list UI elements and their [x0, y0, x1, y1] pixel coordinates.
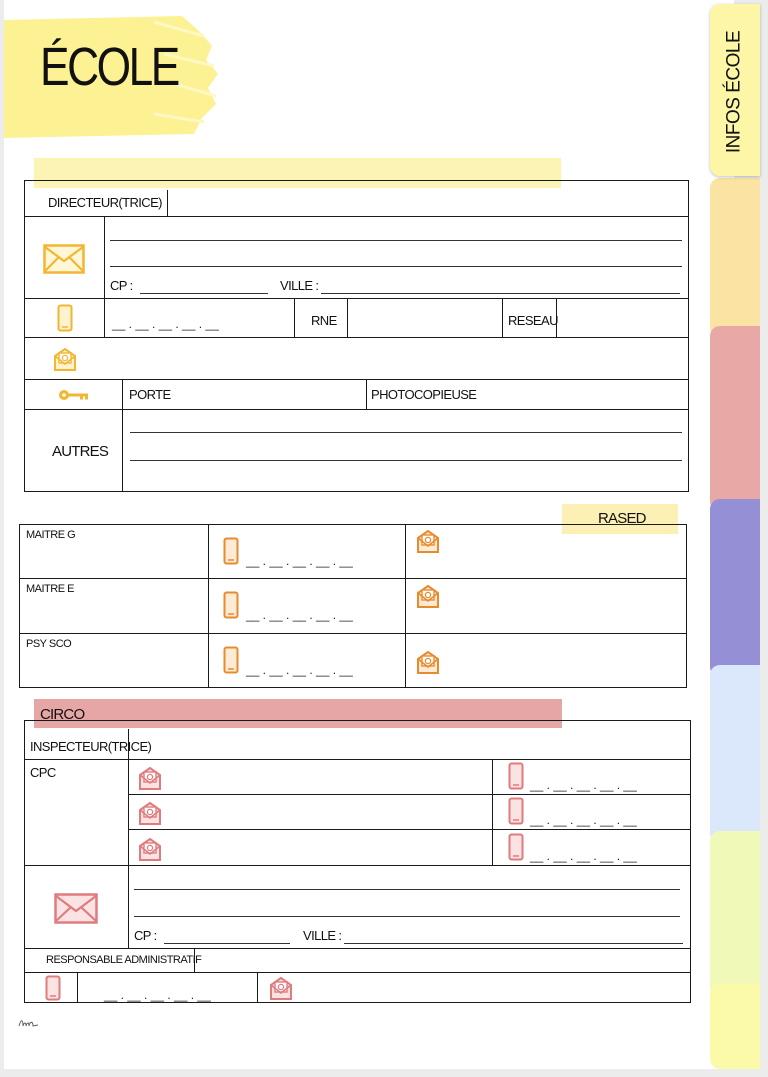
side-tab[interactable] [710, 665, 760, 843]
email-icon [52, 346, 78, 372]
rne-label: RNE [311, 313, 337, 328]
address-line-1[interactable] [110, 240, 682, 241]
email-icon [137, 836, 163, 862]
cpc-phone-field[interactable]: __ . __ . __ . __ . __ [530, 813, 637, 827]
circo-address-line-1[interactable] [134, 889, 680, 890]
city-label: VILLE : [280, 278, 319, 293]
phone-icon [508, 833, 524, 861]
cp-label: CP : [110, 278, 133, 293]
email-icon [137, 765, 163, 791]
rased-title: RASED [598, 510, 646, 527]
email-icon [137, 800, 163, 826]
cpc-label: CPC [30, 765, 56, 780]
phone-icon [45, 975, 61, 1001]
phone-icon [57, 304, 73, 332]
side-tab[interactable] [710, 326, 760, 511]
email-icon [415, 649, 441, 675]
side-tab[interactable] [710, 831, 760, 996]
cpc-phone-field[interactable]: __ . __ . __ . __ . __ [530, 849, 637, 863]
admin-phone-field[interactable]: __ . __ . __ . __ . __ [104, 988, 211, 1002]
circo-city-field[interactable] [344, 943, 683, 944]
circo-cp-field[interactable] [164, 943, 290, 944]
side-tab[interactable] [710, 984, 760, 1069]
others-line-2[interactable] [130, 460, 682, 461]
phone-icon [223, 537, 239, 565]
school-phone-field[interactable]: __ . __ . __ . __ . __ [112, 317, 219, 331]
side-tab-label: INFOS ÉCOLE [723, 30, 745, 154]
rased-row-label: PSY SCO [26, 638, 72, 650]
rased-phone-field[interactable]: __ . __ . __ . __ . __ [246, 663, 353, 677]
side-tab[interactable] [710, 499, 760, 677]
city-field[interactable] [321, 293, 680, 294]
signature-mark [18, 1017, 40, 1029]
copier-label: PHOTOCOPIEUSE [371, 387, 477, 402]
school-info-table [24, 180, 689, 492]
circo-address-line-2[interactable] [134, 916, 680, 917]
envelope-icon [54, 893, 98, 924]
cpc-phone-field[interactable]: __ . __ . __ . __ . __ [530, 778, 637, 792]
rased-row-label: MAITRE E [26, 583, 74, 595]
worksheet [4, 0, 734, 1069]
phone-icon [508, 797, 524, 825]
door-label: PORTE [129, 387, 171, 402]
email-icon [268, 975, 294, 1001]
address-line-2[interactable] [110, 266, 682, 267]
email-icon [415, 528, 441, 554]
side-tab-active[interactable] [710, 4, 760, 176]
page-title: ÉCOLE [40, 37, 178, 97]
others-line-1[interactable] [130, 432, 682, 433]
admin-label: RESPONSABLE ADMINISTRATIF [46, 954, 202, 966]
circo-title: CIRCO [40, 706, 85, 723]
rased-phone-field[interactable]: __ . __ . __ . __ . __ [246, 608, 353, 622]
envelope-icon [43, 244, 85, 274]
inspector-label: INSPECTEUR(TRICE) [30, 739, 152, 754]
phone-icon [508, 762, 524, 790]
city-label: VILLE : [303, 928, 342, 943]
network-label: RESEAU [508, 313, 558, 328]
rased-row-label: MAITRE G [26, 529, 76, 541]
key-icon [58, 388, 90, 402]
others-label: AUTRES [52, 443, 109, 460]
side-tab[interactable] [710, 178, 760, 338]
cp-field[interactable] [140, 293, 268, 294]
director-label: DIRECTEUR(TRICE) [48, 195, 162, 210]
rased-table [19, 524, 687, 688]
cp-label: CP : [134, 928, 157, 943]
phone-icon [223, 646, 239, 674]
rased-phone-field[interactable]: __ . __ . __ . __ . __ [246, 554, 353, 568]
email-icon [415, 583, 441, 609]
phone-icon [223, 591, 239, 619]
